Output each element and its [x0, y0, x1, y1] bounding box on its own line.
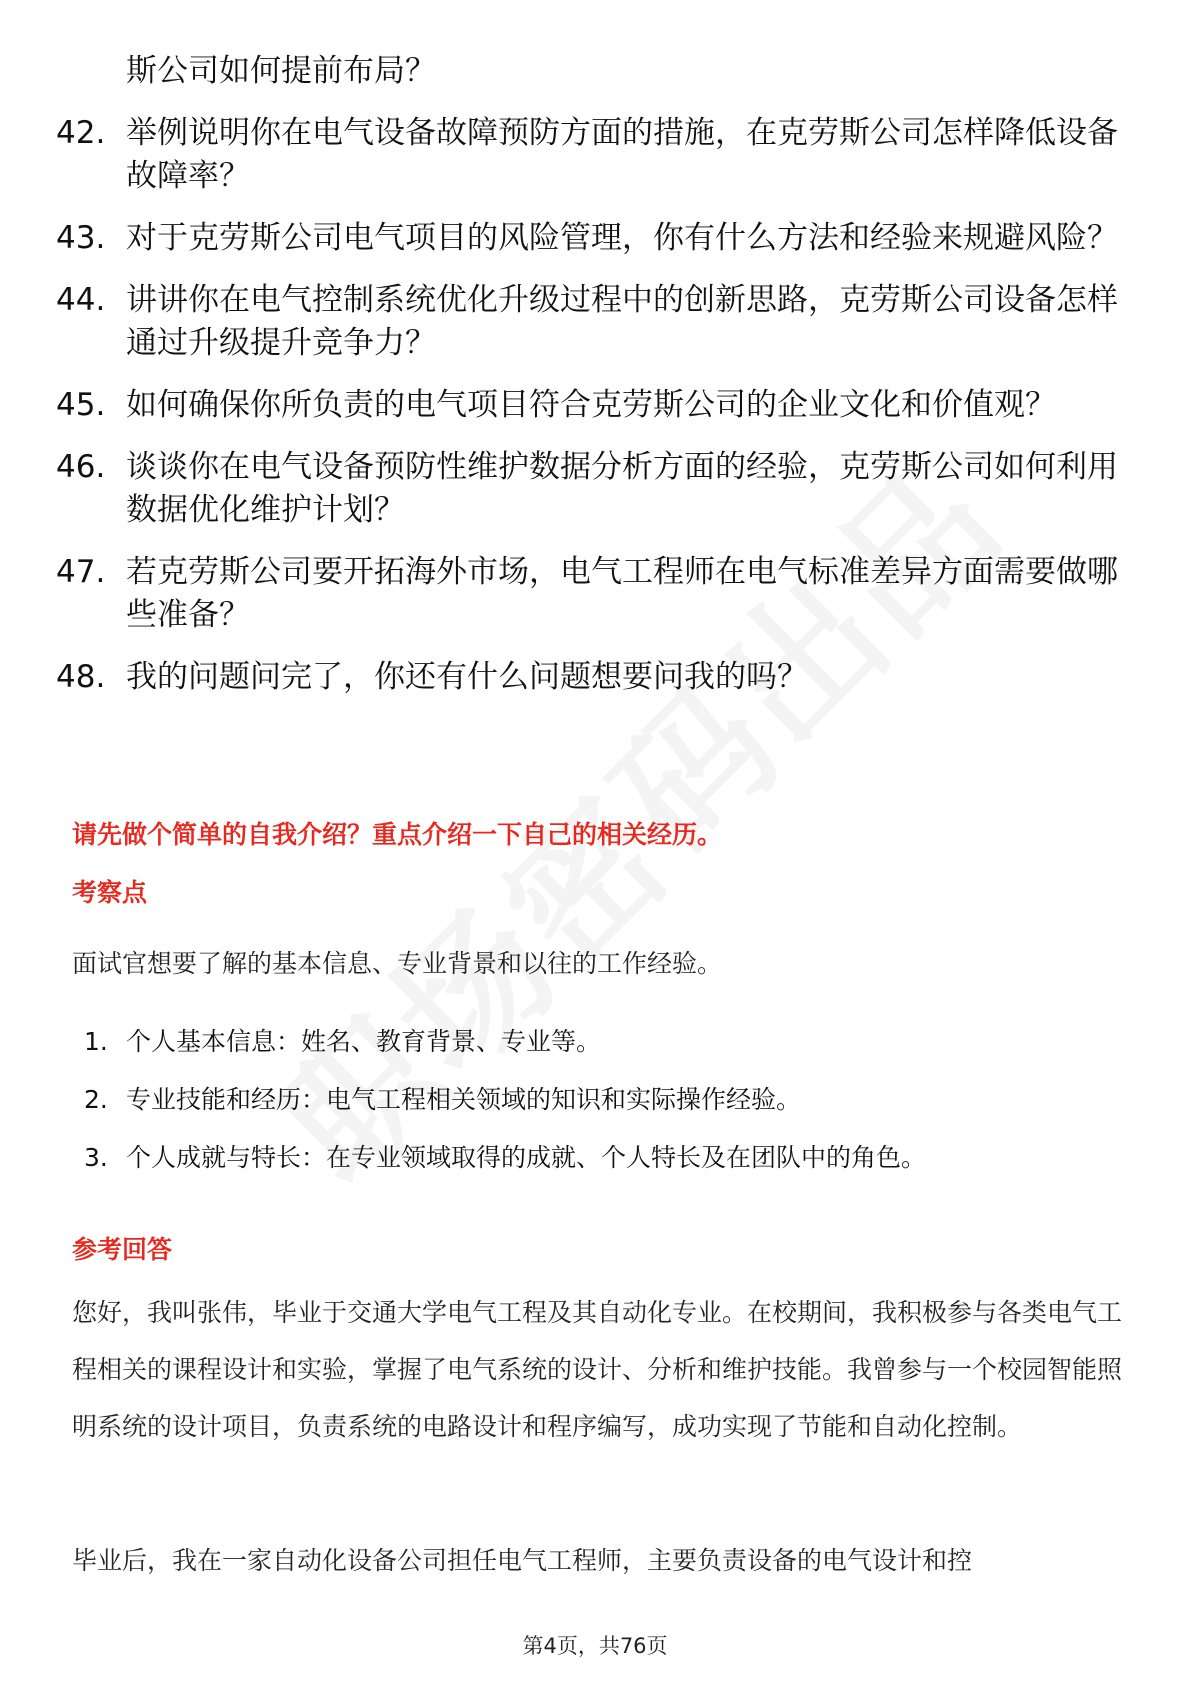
question-item — [56, 217, 1136, 260]
examine-points — [84, 1023, 1124, 1197]
question-number: 48. — [56, 659, 106, 695]
question-text: 如何确保你所负责的电气项目符合克劳斯公司的企业文化和价值观？ — [126, 387, 1056, 423]
list-item — [84, 1023, 1124, 1061]
featured-question: 请先做个简单的自我介绍？重点介绍一下自己的相关经历。 — [72, 820, 723, 849]
answer-paragraph: 您好，我叫张伟，毕业于交通大学电气工程及其自动化专业。在校期间，我积极参与各类电气工程相关的课程设计和实验，掌握了电气系统的设计、分析和维护技能。我曾参与一个校园智能照明系统的设计项目，负责系统的电路设计和程序编写，成功实现了节能和自动化控制。 — [72, 1298, 1123, 1441]
question-number: 43. — [56, 220, 106, 256]
question-41-continuation: 斯公司如何提前布局？ — [126, 53, 436, 89]
list-item-number: 2. — [84, 1085, 108, 1114]
question-number: 45. — [56, 387, 106, 423]
question-text: 谈谈你在电气设备预防性维护数据分析方面的经验，克劳斯公司如何利用数据优化维护计划？ — [126, 449, 1118, 528]
question-text: 讲讲你在电气控制系统优化升级过程中的创新思路，克劳斯公司设备怎样通过升级提升竞争力？ — [126, 282, 1118, 361]
examine-intro: 面试官想要了解的基本信息、专业背景和以往的工作经验。 — [72, 949, 723, 978]
list-item-text: 个人基本信息：姓名、教育背景、专业等。 — [126, 1027, 602, 1056]
question-item — [56, 446, 1136, 532]
list-item-text: 个人成就与特长：在专业领域取得的成就、个人特长及在团队中的角色。 — [126, 1143, 927, 1172]
page-footer: 第4页，共76页 — [522, 1634, 668, 1658]
list-item-text: 专业技能和经历：电气工程相关领域的知识和实际操作经验。 — [126, 1085, 802, 1114]
list-item-number: 3. — [84, 1143, 108, 1172]
question-item — [56, 384, 1136, 427]
question-text: 举例说明你在电气设备故障预防方面的措施，在克劳斯公司怎样降低设备故障率？ — [126, 115, 1118, 194]
question-item — [56, 112, 1136, 198]
question-item — [56, 551, 1136, 637]
answer-paragraph: 毕业后，我在一家自动化设备公司担任电气工程师，主要负责设备的电气设计和控 — [72, 1546, 973, 1575]
question-item — [56, 279, 1136, 365]
question-text: 对于克劳斯公司电气项目的风险管理，你有什么方法和经验来规避风险？ — [126, 220, 1118, 256]
answer-title: 参考回答 — [72, 1235, 173, 1264]
list-item-number: 1. — [84, 1027, 108, 1056]
question-number: 46. — [56, 449, 106, 485]
examine-title: 考察点 — [72, 878, 148, 907]
question-list — [56, 50, 1136, 718]
question-text: 我的问题问完了，你还有什么问题想要问我的吗？ — [126, 659, 808, 695]
question-item — [56, 656, 1136, 699]
question-number: 42. — [56, 115, 106, 151]
list-item — [84, 1139, 1124, 1177]
question-number: 44. — [56, 282, 106, 318]
list-item — [84, 1081, 1124, 1119]
question-text: 若克劳斯公司要开拓海外市场，电气工程师在电气标准差异方面需要做哪些准备？ — [126, 554, 1118, 633]
question-number: 47. — [56, 554, 106, 590]
